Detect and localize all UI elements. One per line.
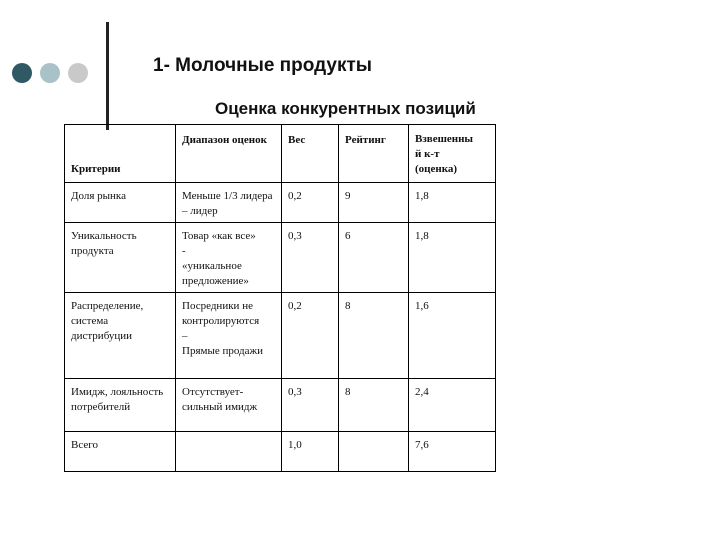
range-cell: Товар «как все» - «уникальное предложение»: [176, 223, 282, 293]
table-row: [65, 183, 496, 223]
light-blue-dot: [40, 63, 60, 83]
weighted-cell: 2,4: [409, 379, 496, 432]
rating-cell: 8: [339, 379, 409, 432]
competitive-position-table: [64, 124, 496, 472]
header-criteria: Критерии: [65, 125, 176, 183]
weight-cell: 0,3: [282, 379, 339, 432]
slide-title: 1- Молочные продукты: [153, 55, 373, 76]
vertical-divider: [106, 22, 109, 130]
header-rating: Рейтинг: [339, 125, 409, 183]
total-rating-cell: [339, 432, 409, 472]
slide-subtitle: Оценка конкурентных позиций: [215, 99, 476, 118]
criteria-cell: Уникальность продукта: [65, 223, 176, 293]
rating-cell: 8: [339, 293, 409, 379]
total-weighted-cell: 7,6: [409, 432, 496, 472]
dark-dot: [12, 63, 32, 83]
weighted-cell: 1,8: [409, 223, 496, 293]
criteria-cell: Имидж, лояльность потребителй: [65, 379, 176, 432]
decorative-dots: [12, 63, 88, 83]
criteria-cell: Распределение, система дистрибуции: [65, 293, 176, 379]
header-range: Диапазон оценок: [176, 125, 282, 183]
weight-cell: 0,2: [282, 293, 339, 379]
range-cell: Посредники не контролируются – Прямые продажи: [176, 293, 282, 379]
total-weight-cell: 1,0: [282, 432, 339, 472]
rating-cell: 6: [339, 223, 409, 293]
weighted-cell: 1,6: [409, 293, 496, 379]
rating-cell: 9: [339, 183, 409, 223]
table-total-row: [65, 432, 496, 472]
total-range-cell: [176, 432, 282, 472]
table-row: [65, 379, 496, 432]
weighted-cell: 1,8: [409, 183, 496, 223]
criteria-cell: Доля рынка: [65, 183, 176, 223]
header-weight: Вес: [282, 125, 339, 183]
range-cell: Меньше 1/3 лидера – лидер: [176, 183, 282, 223]
weight-cell: 0,3: [282, 223, 339, 293]
header-weighted-score: Взвешенны й к-т (оценка): [409, 125, 496, 183]
total-label-cell: Всего: [65, 432, 176, 472]
weight-cell: 0,2: [282, 183, 339, 223]
gray-dot: [68, 63, 88, 83]
table-header-row: [65, 125, 496, 183]
table-row: [65, 293, 496, 379]
range-cell: Отсутствует- сильный имидж: [176, 379, 282, 432]
table-row: [65, 223, 496, 293]
